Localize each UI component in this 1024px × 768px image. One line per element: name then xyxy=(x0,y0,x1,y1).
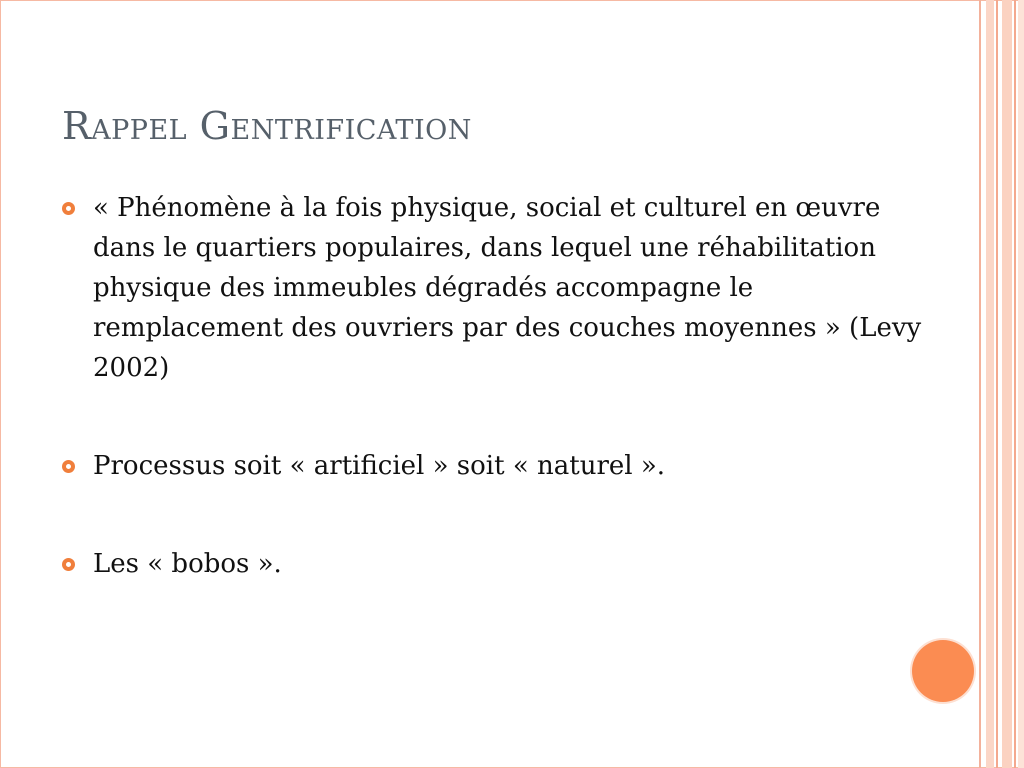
bullet-text: « Phénomène à la fois physique, social et culturel en œuvre dans le quartiers populaires, dans lequel une réhabilitation physique des immeubles dégradés accompagne le remplacement des ouvriers par des couches moyennes » (Levy 2002) xyxy=(93,193,922,383)
decorative-stripe xyxy=(979,0,981,768)
decorative-stripe xyxy=(1014,0,1016,768)
slide-title: Rappel Gentrification xyxy=(62,104,472,148)
orange-ring-bullet-icon xyxy=(62,558,75,571)
orange-ring-bullet-icon xyxy=(62,460,75,473)
bullet-item xyxy=(62,446,922,486)
bullet-item xyxy=(62,188,922,388)
bullet-item xyxy=(62,544,922,584)
bullet-text: Processus soit « artificiel » soit « naturel ». xyxy=(93,451,666,481)
decorative-stripe xyxy=(996,0,998,768)
bullet-text: Les « bobos ». xyxy=(93,549,282,579)
decorative-circle xyxy=(912,640,974,702)
orange-ring-bullet-icon xyxy=(62,202,75,215)
decorative-stripe xyxy=(1002,0,1012,768)
decorative-stripe xyxy=(1018,0,1024,768)
decorative-stripe xyxy=(986,0,994,768)
bullet-list xyxy=(62,188,922,584)
